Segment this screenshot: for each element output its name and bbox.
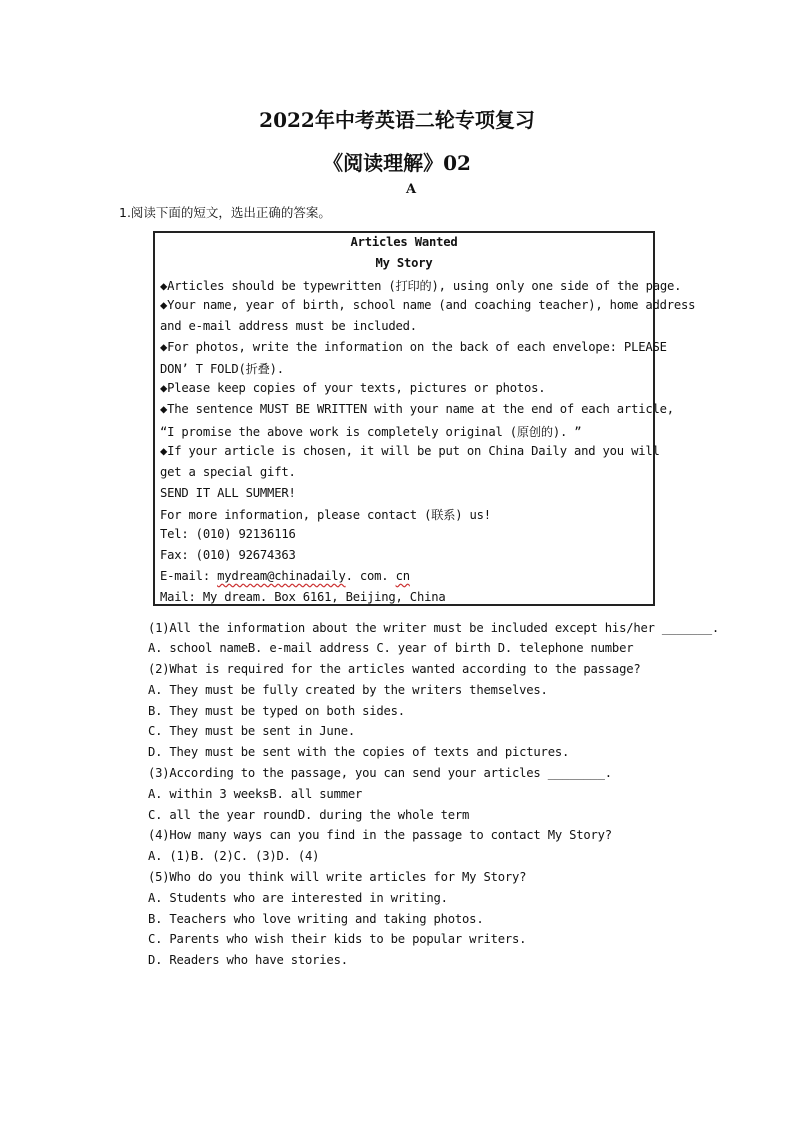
notice-line: ◆If your article is chosen, it will be put on China Daily and you will	[160, 444, 660, 458]
notice-email	[160, 569, 410, 583]
question-option: B. They must be typed on both sides.	[148, 704, 405, 718]
instruction-text: 1.阅读下面的短文，选出正确的答案。	[119, 205, 331, 220]
notice-line: For more information, please contact (联系) us!	[160, 508, 491, 522]
notice-subheading: My Story	[375, 256, 433, 270]
question-option: D. Readers who have stories.	[148, 953, 348, 967]
question-option: A. They must be fully created by the writers themselves.	[148, 683, 548, 697]
question-5: (5)Who do you think will write articles for My Story?	[148, 870, 527, 884]
page-title: 2022年中考英语二轮专项复习	[259, 108, 535, 132]
notice-line: ◆Your name, year of birth, school name (and coaching teacher), home address	[160, 298, 696, 312]
question-option: A. school nameB. e-mail address C. year of birth D. telephone number	[148, 641, 634, 655]
notice-line: and e-mail address must be included.	[160, 319, 417, 333]
notice-fax: Fax: (010) 92674363	[160, 548, 296, 562]
question-option: C. all the year roundD. during the whole term	[148, 808, 470, 822]
notice-line: ◆Articles should be typewritten (打印的), using only one side of the page.	[160, 279, 682, 293]
email-address: mydream@chinadaily	[217, 569, 346, 583]
notice-line: “I promise the above work is completely original (原创的). ”	[160, 425, 582, 439]
section-label: A	[405, 182, 417, 197]
question-2: (2)What is required for the articles wanted according to the passage?	[148, 662, 641, 676]
question-3: (3)According to the passage, you can send your articles ________.	[148, 766, 612, 780]
notice-line: ◆For photos, write the information on the back of each envelope: PLEASE	[160, 340, 667, 354]
email-label: E-mail:	[160, 569, 218, 583]
notice-line: DON’ T FOLD(折叠).	[160, 362, 284, 376]
email-tld: cn	[395, 569, 410, 583]
question-option: A. within 3 weeksB. all summer	[148, 787, 363, 801]
notice-line: ◆The sentence MUST BE WRITTEN with your name at the end of each article,	[160, 402, 674, 416]
page-subtitle: 《阅读理解》02	[323, 151, 471, 175]
question-option: A. (1)B. (2)C. (3)D. (4)	[148, 849, 320, 863]
question-4: (4)How many ways can you find in the passage to contact My Story?	[148, 828, 612, 842]
notice-line: SEND IT ALL SUMMER!	[160, 486, 296, 500]
question-option: C. They must be sent in June.	[148, 724, 355, 738]
question-option: D. They must be sent with the copies of texts and pictures.	[148, 745, 570, 759]
question-option: B. Teachers who love writing and taking photos.	[148, 912, 484, 926]
notice-heading: Articles Wanted	[350, 235, 458, 249]
notice-line: get a special gift.	[160, 465, 296, 479]
email-rest: . com.	[345, 569, 396, 583]
question-1: (1)All the information about the writer must be included except his/her _______.	[148, 621, 719, 635]
notice-mail: Mail: My dream. Box 6161, Beijing, China	[160, 590, 446, 604]
notice-tel: Tel: (010) 92136116	[160, 527, 296, 541]
notice-line: ◆Please keep copies of your texts, pictures or photos.	[160, 381, 546, 395]
question-option: A. Students who are interested in writing.	[148, 891, 448, 905]
question-option: C. Parents who wish their kids to be popular writers.	[148, 932, 527, 946]
